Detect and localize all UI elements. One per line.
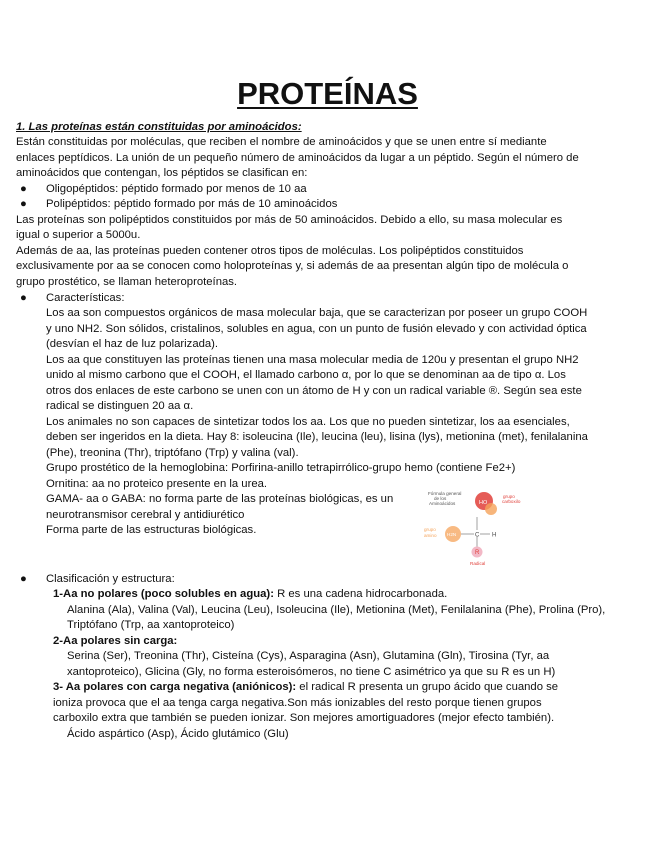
group2-list-1: Serina (Ser), Treonina (Thr), Cisteína (Cys), Asparagina (Asn), Glutamina (Gln), Tirosina (Tyr, aa (67, 650, 550, 662)
peptide-bullet-1: Oligopéptidos: péptido formado por menos de 10 aa (46, 183, 307, 195)
features-line-5: unido al mismo carbono que el COOH, el llamado carbono α, por lo que se denominan aa de tipo α. Los (46, 369, 566, 381)
radical-label: Radical (470, 561, 486, 566)
features-line-9: deben ser ingeridos en la dieta. Hay 8: isoleucina (Ile), leucina (leu), lisina (lys), metionina (met), fenilalanina (46, 431, 588, 443)
features-line-1: Los aa son compuestos orgánicos de masa molecular baja, que se caracterizan por poseer un grupo COOH (46, 307, 588, 319)
center-carbon: C (475, 532, 480, 539)
intro-line-1: Están constituidas por moléculas, que reciben el nombre de aminoácidos y que se unen entre sí mediante (16, 136, 547, 148)
proteins-line-3: Además de aa, las proteínas pueden contener otros tipos de moléculas. Los polipéptidos constituidos (16, 245, 524, 257)
hydrogen-atom: H (492, 532, 497, 539)
group1-title: 1-Aa no polares (poco solubles en agua): (53, 588, 274, 600)
features-line-2: y uno NH2. Son sólidos, cristalinos, solubles en agua, con un punto de fusión elevado y con actividad óptica (46, 323, 587, 335)
proteins-line-2: igual o superior a 5000u. (16, 229, 141, 241)
carboxyl-label-1: grupo (503, 494, 515, 499)
features-line-14: neurotransmisor cerebral y antidiurético (46, 509, 245, 521)
carboxyl-label-2: carboxilo (502, 499, 521, 504)
cooh-label: HO (479, 500, 488, 506)
intro-line-2: enlaces peptídicos. La unión de un pequeño número de aminoácidos da lugar a un péptido. Según el número de (16, 152, 579, 164)
group1-line (53, 587, 447, 603)
intro-line-3: aminoácidos que contengan, los péptidos se clasifican en: (16, 167, 308, 179)
features-line-11: Grupo prostético de la hemoglobina: Porfirina-anillo tetrapirrólico-grupo hemo (contiene Fe2+) (46, 462, 516, 474)
bullet-icon: ● (20, 198, 27, 210)
group3-line-2: carboxilo extra que también se pueden ionizar. Son mejores amortiguadores (mejor efecto también). (53, 712, 555, 724)
features-line-7: radical se distinguen 20 aa α. (46, 400, 194, 412)
features-line-12: Ornitina: aa no proteico presente en la urea. (46, 478, 268, 490)
nh2-label: H2N (447, 532, 457, 537)
features-line-13: GAMA- aa o GABA: no forma parte de las proteínas biológicas, es un (46, 493, 394, 505)
figure-title-1: Fórmula general (428, 491, 462, 496)
figure-title-3: Aminoácidos (429, 501, 456, 506)
group3-line-3: Ácido aspártico (Asp), Ácido glutámico (Glu) (67, 728, 289, 740)
features-heading: Características: (46, 292, 125, 304)
proteins-line-1: Las proteínas son polipéptidos constituidos por más de 50 aminoácidos. Debido a ello, su masa molecular es (16, 214, 563, 226)
features-line-15: Forma parte de las estructuras biológicas. (46, 524, 257, 536)
features-line-10: (Phe), treonina (Thr), triptófano (Trp) y valina (val). (46, 447, 299, 459)
features-line-3: (desvían el haz de luz polarizada). (46, 338, 219, 350)
features-line-4: Los aa que constituyen las proteínas tienen una masa molecular media de 120u y presentan el grupo NH2 (46, 354, 579, 366)
peptide-bullet-2: Polipéptidos: péptido formado por más de 10 aminoácidos (46, 198, 338, 210)
bullet-icon: ● (20, 292, 27, 304)
group1-list-1: Alanina (Ala), Valina (Val), Leucina (Leu), Isoleucina (Ile), Metionina (Met), Fenilalanina (Phe), Prolina (Pro), (67, 604, 606, 616)
amino-acid-formula-figure (422, 487, 522, 569)
features-line-8: Los animales no son capaces de sintetizar todos los aa. Los que no pueden sintetizar, los aa esenciales, (46, 416, 570, 428)
figure-title-2: de los (434, 496, 447, 501)
group3-line-1: ioniza provoca que el aa tenga carga negativa.Son más ionizables del resto porque tienen grupos (53, 697, 542, 709)
classification-heading: Clasificación y estructura: (46, 573, 175, 585)
proteins-line-4: exclusivamente por aa se conocen como holoproteínas y, si además de aa presentan algún tipo de molécula o (16, 260, 569, 272)
features-line-6: otros dos enlaces de este carbono se unen con un átomo de H y con un radical variable ®. Según sea este (46, 385, 582, 397)
group3-line (53, 680, 558, 696)
amino-label-1: grupo (424, 527, 436, 532)
amino-label-2: amino (424, 533, 437, 538)
group1-desc: R es una cadena hidrocarbonada. (273, 588, 448, 600)
group3-title: 3- Aa polares con carga negativa (aniónicos): (53, 681, 297, 693)
r-group: R (475, 550, 480, 556)
bullet-icon: ● (20, 573, 27, 585)
proteins-line-5: grupo prostético, se llaman heteroproteínas. (16, 276, 238, 288)
group2-list-2: xantoproteico), Glicina (Gly, no forma esteroisómeros, no tiene C asimétrico ya que su R es un H) (67, 666, 556, 678)
bullet-icon: ● (20, 183, 27, 195)
group1-list-2: Triptófano (Trp, aa xantoproteico) (67, 619, 235, 631)
section-heading-1: 1. Las proteínas están constituidas por aminoácidos: (16, 121, 302, 133)
group3-desc: el radical R presenta un grupo ácido que cuando se (296, 681, 559, 693)
group2-title: 2-Aa polares sin carga: (53, 635, 178, 647)
page-title: PROTEÍNAS (237, 76, 418, 111)
